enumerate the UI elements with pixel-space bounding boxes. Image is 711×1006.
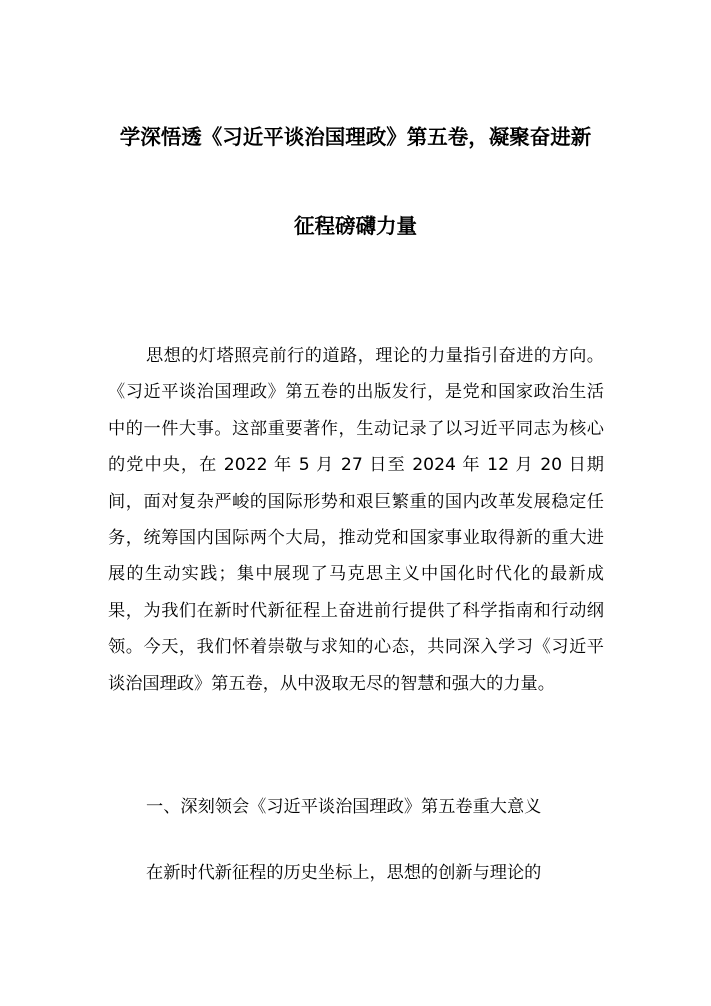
body-paragraph-2: 在新时代新征程的历史坐标上，思想的创新与理论的 (146, 863, 542, 883)
body-paragraph-intro: 思想的灯塔照亮前行的道路，理论的力量指引奋进的方向。《习近平谈治国理政》第五卷的出版发行，是党和国家政治生活中的一件大事。这部重要著作，生动记录了以习近平同志为核心的党中央，在 2022 年 5 月 27 日至 2024 年 12 月 20 日期间，面对复杂严峻的国际形势和艰巨繁重的国内改革发展稳定任务，统筹国内国际两个大局，推动党和国家事业取得新的重大进展的生动实践；集中展现了马克思主义中国化时代化的最新成果，为我们在新时代新征程上奋进前行提供了科学指南和行动纲领。今天，我们怀着崇敬与求知的心态，共同深入学习《习近平谈治国理政》第五卷，从中汲取无尽的智慧和强大的力量。 (108, 346, 604, 694)
document-title-line-1: 学深悟透《习近平谈治国理政》第五卷，凝聚奋进新 (119, 125, 592, 149)
document-title-line-2: 征程磅礴力量 (294, 214, 417, 238)
section-heading-1: 一、深刻领会《习近平谈治国理政》第五卷重大意义 (146, 797, 542, 817)
